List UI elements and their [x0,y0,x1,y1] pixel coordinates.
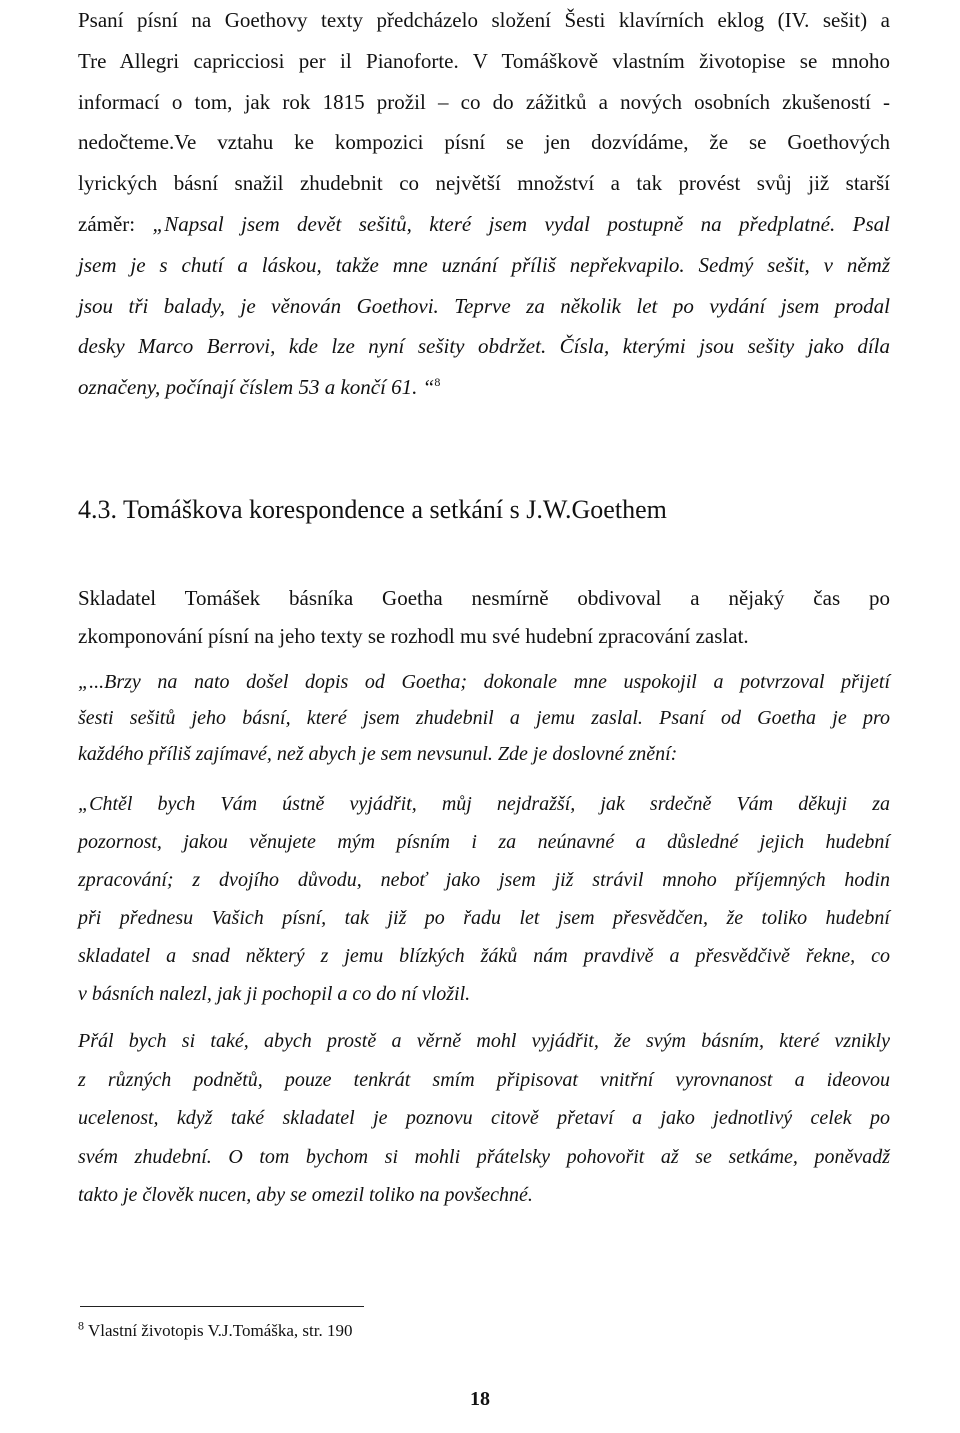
quote-line: desky Marco Berrovi, kde lze nyní sešity obdržet. Čísla, kterými jsou sešity jako díla [78,334,890,359]
quote-line: jsem je s chutí a láskou, takže mne uznání příliš nepřekvapilo. Sedmý sešit, v němž [78,252,890,277]
quote-paragraph [78,664,890,772]
quote-line: Přál bych si také, abych prostě a věrně mohl vyjádřit, že svým básním, které vznikly [78,1030,890,1052]
footnote-divider [80,1306,364,1307]
footnote [78,1320,352,1342]
text-line: nedočteme.Ve vztahu ke kompozici písní se jen dozvídáme, že se Goethových [78,130,890,155]
quote-line-last: takto je člověk nucen, aby se omezil toliko na povšechné. [78,1184,533,1206]
footnote-marker: 8 [78,1318,84,1333]
paragraph-body [78,579,890,655]
paragraph-intro [78,0,890,408]
text-normal: záměr: [78,211,153,236]
text-line: lyrických básní snažil zhudebnit co největší množství a tak provést svůj již starší [78,171,890,196]
text-line: zkomponování písní na jeho texty se rozhodl mu své hudební zpracování zaslat. [78,624,749,648]
quote-text: „Napsal jsem devět sešitů, které jsem vydal postupně na předplatné. Psal [152,211,890,236]
footnote-reference: 8 [434,375,441,390]
quote-line: skladatel a snad některý z jemu blízkých žáků nám pravdivě a přesvědčivě řekne, co [78,945,890,967]
letter-paragraph [78,785,890,1013]
page-number: 18 [470,1388,490,1410]
quote-line-last [78,367,890,408]
section-heading: 4.3. Tomáškova korespondence a setkání s J.W.Goethem [78,495,667,524]
quote-line: z různých podnětů, pouze tenkrát smím připisovat vnitřní vyrovnanost a ideovou [78,1068,890,1091]
quote-text: označeny, počínají číslem 53 a končí 61. “ [78,375,435,400]
quote-line: „Chtěl bych Vám ústně vyjádřit, můj nejdražší, jak srdečně Vám děkuji za [78,793,890,815]
text-line: informací o tom, jak rok 1815 prožil – co do zážitků a nových osobních zkušeností - [78,89,890,114]
quote-line: jsou tři balady, je věnován Goethovi. Teprve za několik let po vydání jsem prodal [78,293,890,318]
quote-line: při přednesu Vašich písní, tak již po řadu let jsem přesvědčen, že toliko hudební [78,907,890,929]
text-line-quote-start [78,204,890,245]
quote-line: „...Brzy na nato došel dopis od Goetha; dokonale mne uspokojil a potvrzoval přijetí [78,671,890,693]
quote-line: zpracování; z dvojího důvodu, neboť jako jsem již strávil mnoho příjemných hodin [78,869,890,891]
text-line: Tre Allegri capricciosi per il Pianoforte. V Tomáškově vlastním životopise se mnoho [78,48,890,73]
footnote-text: Vlastní životopis V.J.Tomáška, str. 190 [84,1321,353,1340]
letter-paragraph [78,1022,890,1215]
quote-line: šesti sešitů jeho básní, které jsem zhudebnil a jemu zaslal. Psaní od Goetha je pro [78,707,890,729]
text-line: Skladatel Tomášek básníka Goetha nesmírně obdivoval a nějaký čas po [78,586,890,610]
quote-line: svém zhudební. O tom bychom si mohli přátelsky pohovořit až se setkáme, poněvadž [78,1145,890,1168]
quote-line: ucelenost, když také skladatel je poznovu citově přetaví a jako jednotlivý celek po [78,1107,890,1129]
quote-line: pozornost, jakou věnujete mým písním i za neúnavné a důsledné jejich hudební [78,831,890,853]
quote-line-last: v básních nalezl, jak ji pochopil a co do ní vložil. [78,983,471,1005]
quote-line: každého příliš zajímavé, než abych je sem nevsunul. Zde je doslovné znění: [78,743,678,765]
text-line: Psaní písní na Goethovy texty předcházelo složení Šesti klavírních eklog (IV. sešit) a [78,8,890,32]
